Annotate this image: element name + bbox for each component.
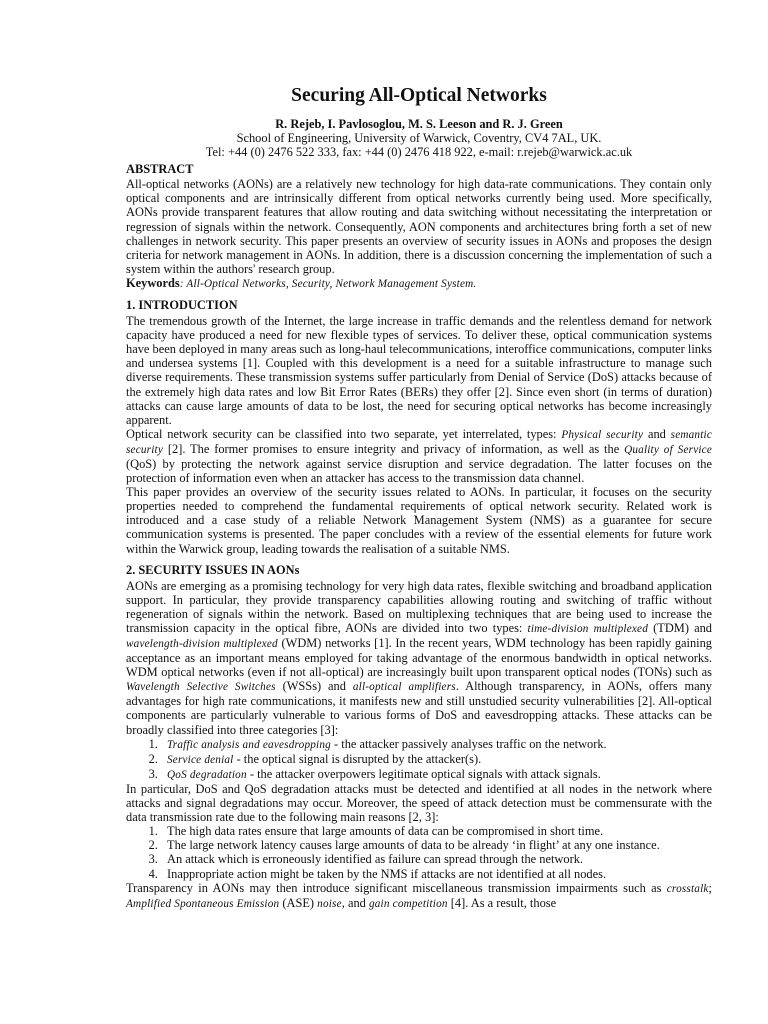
list-item: 1. The high data rates ensure that large amounts of data can be compromised in short time. — [161, 824, 712, 838]
abstract-text: All-optical networks (AONs) are a relatively new technology for high data-rate communications. They contain only optical components and are intrinsically different from optical networks currently being used. More specifically, AONs provide transparent features that allow routing and data switching without necessitating the interpretation or regression of signals within the network. Consequently, AON components and architectures bring forth a set of new challenges in network security. This paper presents an overview of security issues in AONs and proposes the design criteria for network management in AONs. In addition, there is a discussion concerning the implementation of such a system within the authors' research group. — [126, 177, 712, 276]
text-run: , and — [341, 895, 369, 910]
security-paragraph-2: In particular, DoS and QoS degradation attacks must be detected and identified at all nodes in the network where attacks and signal degradations may occur. Moreover, the speed of attack detection must be commensurate with the data transmission rate due to the following main reasons [2, 3]: — [126, 781, 712, 825]
section-heading-introduction: 1. INTRODUCTION — [126, 298, 238, 313]
section-heading-security-issues: 2. SECURITY ISSUES IN AONs — [126, 562, 300, 577]
paper-page — [126, 84, 712, 911]
text-run: . Although transparency, in AONs, offers many advantages for high rate communications, it manifests new and still unstudied security vulnerabilities [2]. All-optical components are particularly vulnerable to various forms of DoS and eavesdropping attacks. These attacks can be broadly classified into three categories [3]: — [126, 679, 712, 737]
intro-paragraph-3: This paper provides an overview of the security issues related to AONs. In particular, it focuses on the security properties needed to comprehend the fundamental requirements of optical network security. Related work is introduced and a case study of a reliable Network Management System (NMS) as a guarantee for secure communication systems is presented. The paper concludes with a review of the essential elements for future work within the Warwick group, leading towards the realisation of a suitable NMS. — [126, 485, 712, 556]
text-run: - the attacker passively analyses traffic on the network. — [330, 736, 607, 751]
keywords-label: Keywords — [126, 275, 180, 290]
text-run: [4]. As a result, those — [447, 895, 557, 910]
text-run: (QoS) by protecting the network against service disruption and service degradation. The latter focuses on the protection of information even when an attacker has access to the transmission data channel. — [126, 456, 712, 486]
author-list: R. Rejeb, I. Pavlosoglou, M. S. Leeson and R. J. Green — [275, 117, 563, 131]
text-run: (WSSs) and — [275, 679, 353, 694]
security-paragraph-3 — [126, 881, 712, 911]
list-item: 3. An attack which is erroneously identified as failure can spread through the network. — [161, 852, 712, 866]
list-item: 4. Inappropriate action might be taken by the NMS if attacks are not identified at all nodes. — [161, 867, 712, 881]
keywords-line — [126, 276, 712, 291]
text-run: ; — [708, 880, 712, 895]
text-run: Optical network security can be classified into two separate, yet interrelated, types: — [126, 426, 562, 441]
italic-term: Physical security — [561, 428, 644, 441]
text-run: (TDM) and — [648, 620, 712, 635]
paper-title: Securing All-Optical Networks — [291, 85, 547, 106]
italic-term: all-optical amplifiers — [352, 681, 456, 694]
list-item — [161, 737, 712, 752]
italic-term: Quality of Service — [624, 443, 713, 456]
text-run: and — [643, 426, 671, 441]
italic-term: Amplified Spontaneous Emission — [126, 897, 280, 910]
italic-term: time-division multiplexed — [527, 622, 648, 635]
intro-paragraph-1: The tremendous growth of the Internet, the large increase in traffic demands and the relentless demand for network capacity have produced a need for new flexible types of services. To deliver these, optical communication systems have been deployed in many areas such as long-haul telecommunications, interoffice communications, computer links and undersea systems [1]. Coupled with this development is a need for a suitable infrastructure to manage such diverse requirements. These transmission systems suffer particularly from Denial of Service (DoS) attacks because of the extremely high data rates and low Bit Error Rates (BERs) they offer [2]. Since even short (in terms of duration) attacks can cause large amounts of data to be lost, the need for securing optical networks has become increasingly apparent. — [126, 314, 712, 427]
italic-term: Wavelength Selective Switches — [126, 681, 276, 694]
text-run: - the optical signal is disrupted by the attacker(s). — [233, 751, 482, 766]
italic-term: noise — [317, 897, 342, 910]
italic-term: semantic security — [126, 428, 713, 456]
italic-term: gain competition — [368, 897, 448, 910]
text-run: - the attacker overpowers legitimate optical signals with attack signals. — [246, 766, 601, 781]
security-paragraph-1 — [126, 579, 712, 737]
abstract-heading: ABSTRACT — [126, 162, 194, 177]
intro-paragraph-2 — [126, 427, 712, 485]
text-run: (WDM) networks [1]. In the recent years, WDM technology has been rapidly gaining acceptance as an important means employed for taking advantage of the enormous bandwidth in optical networks. WDM optical networks (even if not all-optical) are increasingly built upon transparent optical nodes (TONs) such as — [126, 636, 712, 680]
detection-reasons-list — [126, 824, 712, 880]
italic-term: Service denial — [167, 753, 234, 766]
keywords-text: : All-Optical Networks, Security, Network Management System. — [179, 277, 477, 290]
text-run: [2]. The former promises to ensure integrity and privacy of information, as well as the — [163, 441, 625, 456]
text-run: (ASE) — [279, 895, 318, 910]
italic-term: QoS degradation — [167, 768, 247, 781]
list-item — [161, 767, 712, 782]
italic-term: wavelength-division multiplexed — [126, 638, 278, 650]
text-run: Transparency in AONs may then introduce significant miscellaneous transmission impairments such as — [126, 880, 667, 895]
list-item: 2. The large network latency causes large amounts of data to be already ‘in flight’ at any one instance. — [161, 838, 712, 852]
italic-term: crosstalk — [666, 882, 709, 895]
italic-term: Traffic analysis and eavesdropping — [167, 738, 331, 751]
attack-category-list — [126, 737, 712, 782]
list-item — [161, 752, 712, 767]
contact-info: Tel: +44 (0) 2476 522 333, fax: +44 (0) 2476 418 922, e-mail: r.rejeb@warwick.ac.uk — [205, 145, 633, 160]
text-run: AONs are emerging as a promising technology for very high data rates, flexible switching and broadband application support. In particular, they provide transparency capabilities allowing routing and switching of traffic without regeneration of signals within the network. Based on multiplexing techniques that are being used to increase the transmission capacity in the optical fibre, AONs are divided into two types: — [126, 578, 712, 635]
affiliation: School of Engineering, University of Warwick, Coventry, CV4 7AL, UK. — [236, 131, 602, 146]
